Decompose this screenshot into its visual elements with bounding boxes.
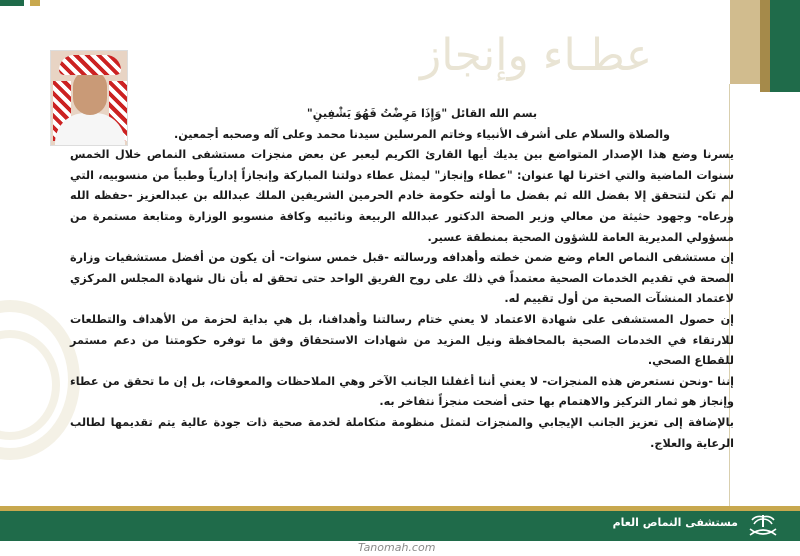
paragraph-challenges: إننا -ونحن نستعرض هذه المنجزات- لا يعني أننا أغفلنا الجانب الآخر وهي الملاحظات والمعوقات، بل إن ما تحقق من عطاء وإنجاز هو ثمار التركيز والاهتمام بها حتى أضحت منجزاً نتفاخر به. [70, 374, 734, 409]
bismillah-line: بسم الله القائل "وَإِذَا مَرِضْتُ فَهُوَ يَشْفِينِ" [306, 107, 538, 120]
paragraph-conclusion: بالإضافة إلى تعزيز الجانب الإيجابي والمنجزات لتمثل منظومة متكاملة لخدمة صحية ذات جودة عالية يتم تقديمها لطالب الرعاية والعلاج. [70, 415, 734, 450]
paragraph-intro: يسرنا وضع هذا الإصدار المتواضع بين يديك أيها القارئ الكريم ليعبر عن بعض منجزات مستشفى النماص خلال الخمس سنوات الماضية والتي اخترنا لها عنوان: "عطاء وإنجاز" ليمثل عطاء دولتنا المباركة وإنجازاً إدارياً وطبياً من منسوبيه، التي لم تكن لتتحقق إلا بفضل الله ثم بفضل ما أولته حكومة خادم الحرمين الشريفين الملك عبدالله بن عبدالعزيز -حفظه الله ورعاه- وجهود حثيثة من معالي وزير الصحة الدكتور عبدالله الربيعة ونائبيه وكافة منسوبو الوزارة ومتابعة مستمرة من مسؤولي المديرية العامة للشؤون الصحية بمنطقة عسير. [70, 148, 734, 244]
right-gold-strip [760, 0, 770, 92]
top-gold-accent [30, 0, 40, 6]
hospital-name: مستشفى النماص العام [612, 516, 738, 529]
top-green-accent [0, 0, 24, 6]
salutation-line: والصلاة والسلام على أشرف الأنبياء وخاتم المرسلين سيدنا محمد وعلى آله وصحبه أجمعين. [173, 127, 670, 141]
foreword-text [70, 104, 734, 454]
right-green-strip [770, 0, 800, 92]
paragraph-goals: إن مستشفى النماص العام وضع ضمن خطته وأهدافه ورسالته -قبل خمس سنوات- أن يكون من أفضل مستشفيات وزارة الصحة في تقديم الخدمات الصحية معتمداً في ذلك على روح الفريق الواحد حتى تحقق له بأن نال شهادة المجلس المركزي لاعتماد المنشآت الصحية من أول تقييم له. [70, 251, 734, 306]
title-watermark: عطـاء وإنجاز [420, 30, 653, 81]
right-gold-panel [730, 0, 760, 84]
site-watermark: Tanomah.com [358, 541, 436, 554]
paragraph-accreditation: إن حصول المستشفى على شهادة الاعتماد لا يعني ختام رسالتنا وأهدافنا، بل هي بداية لحزمة من الأهداف والتطلعات للارتقاء في الخدمات الصحية بالمحافظة ونيل المزيد من شهادات الاستحقاق وفق ما توفره حكومتنا من دعم مستمر للقطاع الصحي. [70, 312, 734, 368]
palm-swords-icon [746, 513, 780, 539]
photo-headdress [59, 55, 121, 75]
